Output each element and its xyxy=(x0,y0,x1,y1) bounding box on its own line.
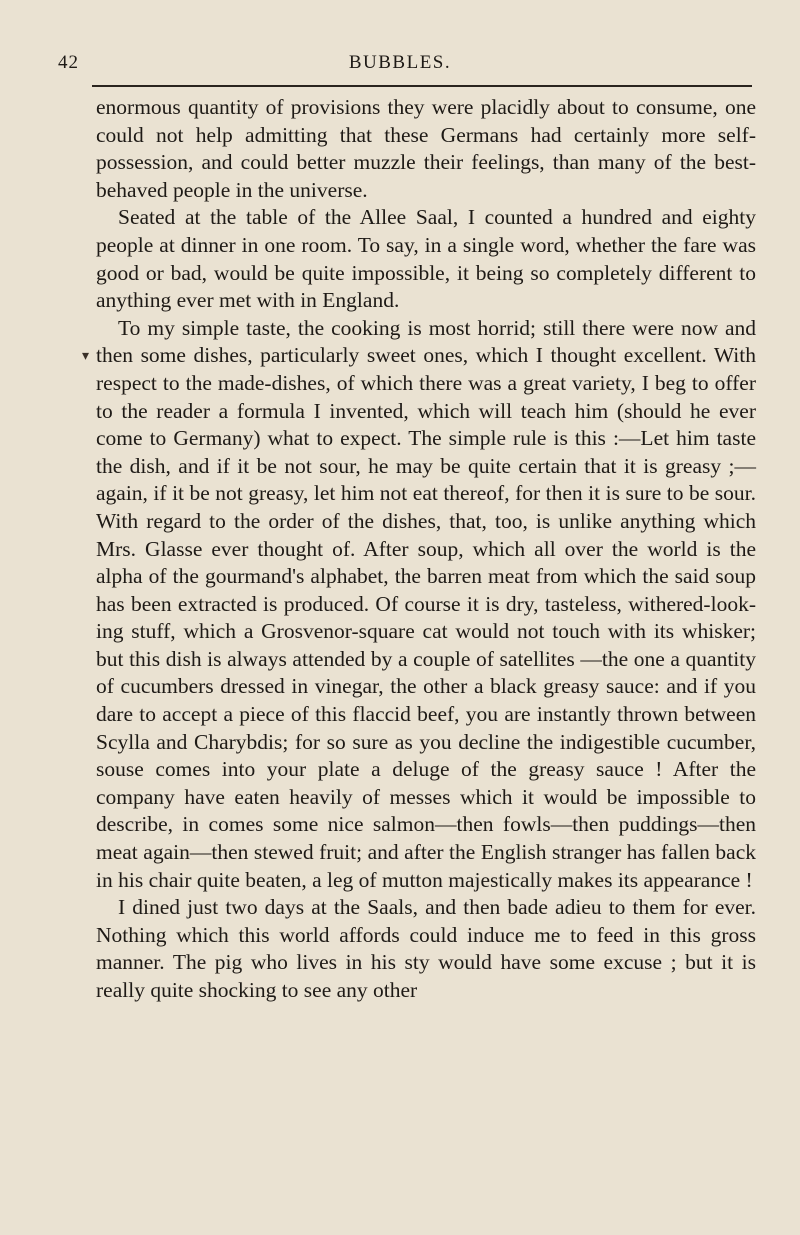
running-head xyxy=(28,52,772,82)
paragraph-dined: I dined just two days at the Saals, and then bade adieu to them for ever. Nothing which this world affords could induce me to feed in this gross manner. The pig who lives in his sty would have some excuse ; but it is really quite shocking to see any other xyxy=(96,895,756,1002)
header-rule xyxy=(92,85,752,87)
margin-ink-mark: ▾ xyxy=(82,349,90,364)
paragraph-allee-saal: Seated at the table of the Allee Saal, I counted a hundred and eighty people at dinner in one room. To say, in a single word, whether the fare was good or bad, would be quite impossible, it being so completely different to anything ever met with in England. xyxy=(96,205,756,313)
page-number: 42 xyxy=(58,52,79,73)
paragraph-cooking: To my simple taste, the cooking is most horrid; still there were now and then some dishes, particularly sweet ones, which I thought excellent. With respect to the made-dishes, of which there was a great variety, I beg to offer to the reader a formula I invented, which will teach him (should he ever come to Germany) what to expect. The simple rule is this :—Let him taste the dish, and if it be not sour, he may be quite certain that it is greasy ;— again, if it be not greasy, let him not eat thereof, for then it is sure to be sour. With regard to the order of the dishes, that, too, is unlike anything which Mrs. Glasse ever thought of. After soup, which all over the world is the alpha of the gourmand's alphabet, the barren meat from which the said soup has been extracted is produced. Of course it is dry, tasteless, withered-looking stuff, which a Grosvenor-square cat would not touch with its whisker; but this dish is always attended by a couple of satellites —the one a quantity of cucumbers dressed in vinegar, the other a black greasy sauce: and if you dare to accept a piece of this flaccid beef, you are instantly thrown between Scylla and Charybdis; for so sure as you decline the indigestible cucumber, souse comes into your plate a deluge of the greasy sauce ! After the company have eaten heavily of messes which it would be impossible to describe, in comes some nice salmon—then fowls—then puddings—then meat again—then stewed fruit; and after the English stranger has fallen back in his chair quite beaten, a leg of mutton majestically makes its appearance ! xyxy=(96,315,756,892)
body-text xyxy=(96,94,756,1005)
running-title: BUBBLES. xyxy=(348,52,452,73)
paragraph-continuation: enormous quantity of provisions they were placidly about to consume, one could not help admitting that these Germans had certainly more self-possession, and could better muzzle their feelings, than many of the best-behaved people in the universe. xyxy=(96,95,756,202)
